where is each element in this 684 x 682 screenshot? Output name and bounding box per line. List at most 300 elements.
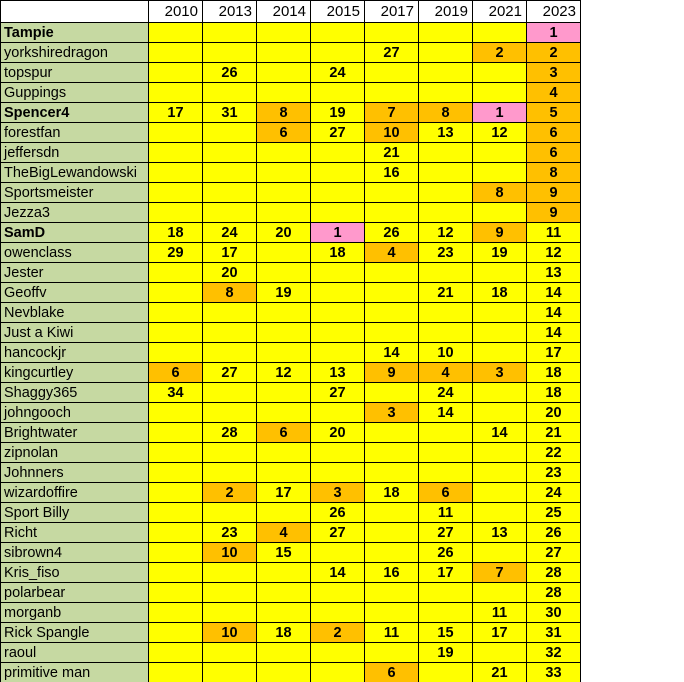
rank-cell-2023[interactable]: 21 [527, 423, 581, 443]
rank-cell-2010[interactable] [149, 63, 203, 83]
rank-cell-2014[interactable] [257, 243, 311, 263]
player-name-cell[interactable]: zipnolan [1, 443, 149, 463]
rank-cell-2021[interactable]: 9 [473, 223, 527, 243]
rank-cell-2021[interactable]: 2 [473, 43, 527, 63]
rank-cell-2014[interactable] [257, 583, 311, 603]
rank-cell-2023[interactable]: 22 [527, 443, 581, 463]
rank-cell-2010[interactable] [149, 583, 203, 603]
rank-cell-2021[interactable] [473, 463, 527, 483]
rank-cell-2021[interactable] [473, 583, 527, 603]
rank-cell-2023[interactable]: 30 [527, 603, 581, 623]
rank-cell-2013[interactable]: 23 [203, 523, 257, 543]
rank-cell-2017[interactable]: 18 [365, 483, 419, 503]
rank-cell-2017[interactable] [365, 543, 419, 563]
rank-cell-2017[interactable]: 26 [365, 223, 419, 243]
rank-cell-2010[interactable]: 34 [149, 383, 203, 403]
rank-cell-2013[interactable] [203, 463, 257, 483]
rank-cell-2017[interactable] [365, 183, 419, 203]
rank-cell-2014[interactable] [257, 263, 311, 283]
rank-cell-2014[interactable]: 8 [257, 103, 311, 123]
rank-cell-2017[interactable] [365, 263, 419, 283]
rank-cell-2013[interactable] [203, 443, 257, 463]
rank-cell-2017[interactable]: 11 [365, 623, 419, 643]
rank-cell-2019[interactable] [419, 583, 473, 603]
player-name-cell[interactable]: Sportsmeister [1, 183, 149, 203]
rank-cell-2014[interactable] [257, 23, 311, 43]
rank-cell-2023[interactable]: 6 [527, 123, 581, 143]
rank-cell-2023[interactable]: 24 [527, 483, 581, 503]
rank-cell-2013[interactable] [203, 203, 257, 223]
rank-cell-2017[interactable]: 14 [365, 343, 419, 363]
rank-cell-2021[interactable] [473, 303, 527, 323]
rank-cell-2021[interactable]: 13 [473, 523, 527, 543]
rank-cell-2010[interactable] [149, 263, 203, 283]
rank-cell-2023[interactable]: 2 [527, 43, 581, 63]
rank-cell-2014[interactable]: 20 [257, 223, 311, 243]
rank-cell-2017[interactable]: 9 [365, 363, 419, 383]
rank-cell-2013[interactable] [203, 603, 257, 623]
rank-cell-2014[interactable] [257, 603, 311, 623]
player-name-cell[interactable]: jeffersdn [1, 143, 149, 163]
rank-cell-2015[interactable] [311, 663, 365, 682]
rank-cell-2015[interactable]: 24 [311, 63, 365, 83]
rank-cell-2010[interactable] [149, 83, 203, 103]
rank-cell-2017[interactable]: 10 [365, 123, 419, 143]
rank-cell-2021[interactable] [473, 383, 527, 403]
rank-cell-2019[interactable] [419, 143, 473, 163]
rank-cell-2017[interactable] [365, 283, 419, 303]
rank-cell-2014[interactable] [257, 323, 311, 343]
rank-cell-2014[interactable] [257, 343, 311, 363]
rank-cell-2017[interactable]: 4 [365, 243, 419, 263]
rank-cell-2017[interactable] [365, 323, 419, 343]
rank-cell-2023[interactable]: 1 [527, 23, 581, 43]
rank-cell-2021[interactable]: 21 [473, 663, 527, 682]
rank-cell-2017[interactable]: 6 [365, 663, 419, 682]
player-name-cell[interactable]: topspur [1, 63, 149, 83]
rank-cell-2010[interactable] [149, 503, 203, 523]
player-name-cell[interactable]: morganb [1, 603, 149, 623]
rank-cell-2014[interactable]: 15 [257, 543, 311, 563]
rank-cell-2015[interactable] [311, 163, 365, 183]
rank-cell-2017[interactable]: 7 [365, 103, 419, 123]
rank-cell-2019[interactable] [419, 163, 473, 183]
rank-cell-2023[interactable]: 3 [527, 63, 581, 83]
rank-cell-2014[interactable]: 12 [257, 363, 311, 383]
year-header-2021[interactable]: 2021 [473, 1, 527, 23]
rank-cell-2017[interactable] [365, 583, 419, 603]
rank-cell-2021[interactable]: 12 [473, 123, 527, 143]
player-name-cell[interactable]: Rick Spangle [1, 623, 149, 643]
rank-cell-2021[interactable] [473, 163, 527, 183]
rank-cell-2014[interactable]: 6 [257, 123, 311, 143]
rank-cell-2021[interactable] [473, 63, 527, 83]
rank-cell-2014[interactable] [257, 383, 311, 403]
rank-cell-2015[interactable] [311, 83, 365, 103]
rank-cell-2010[interactable] [149, 623, 203, 643]
rank-cell-2010[interactable]: 6 [149, 363, 203, 383]
corner-cell[interactable] [1, 1, 149, 23]
rank-cell-2015[interactable] [311, 303, 365, 323]
rank-cell-2017[interactable]: 16 [365, 163, 419, 183]
rank-cell-2013[interactable]: 8 [203, 283, 257, 303]
player-name-cell[interactable]: Jester [1, 263, 149, 283]
rank-cell-2023[interactable]: 18 [527, 363, 581, 383]
rank-cell-2015[interactable] [311, 463, 365, 483]
rank-cell-2019[interactable]: 14 [419, 403, 473, 423]
year-header-2013[interactable]: 2013 [203, 1, 257, 23]
rank-cell-2015[interactable] [311, 403, 365, 423]
rank-cell-2010[interactable]: 17 [149, 103, 203, 123]
player-name-cell[interactable]: Spencer4 [1, 103, 149, 123]
rank-cell-2015[interactable]: 20 [311, 423, 365, 443]
rank-cell-2019[interactable] [419, 443, 473, 463]
rank-cell-2023[interactable]: 32 [527, 643, 581, 663]
rank-cell-2021[interactable] [473, 83, 527, 103]
player-name-cell[interactable]: Kris_fiso [1, 563, 149, 583]
rank-cell-2010[interactable] [149, 663, 203, 682]
player-name-cell[interactable]: Shaggy365 [1, 383, 149, 403]
player-name-cell[interactable]: raoul [1, 643, 149, 663]
rank-cell-2010[interactable] [149, 543, 203, 563]
rank-cell-2023[interactable]: 6 [527, 143, 581, 163]
rank-cell-2021[interactable] [473, 543, 527, 563]
player-name-cell[interactable]: SamD [1, 223, 149, 243]
rank-cell-2014[interactable] [257, 163, 311, 183]
rank-cell-2010[interactable] [149, 323, 203, 343]
rank-cell-2021[interactable]: 19 [473, 243, 527, 263]
rank-cell-2014[interactable] [257, 443, 311, 463]
rank-cell-2015[interactable] [311, 43, 365, 63]
rank-cell-2013[interactable]: 10 [203, 543, 257, 563]
rank-cell-2014[interactable] [257, 503, 311, 523]
rank-cell-2013[interactable] [203, 643, 257, 663]
rank-cell-2015[interactable]: 18 [311, 243, 365, 263]
rank-cell-2015[interactable]: 14 [311, 563, 365, 583]
rank-cell-2023[interactable]: 5 [527, 103, 581, 123]
rank-cell-2019[interactable]: 6 [419, 483, 473, 503]
rank-cell-2015[interactable]: 13 [311, 363, 365, 383]
rank-cell-2010[interactable] [149, 403, 203, 423]
rank-cell-2013[interactable] [203, 383, 257, 403]
rank-cell-2014[interactable]: 6 [257, 423, 311, 443]
rank-cell-2023[interactable]: 12 [527, 243, 581, 263]
rank-cell-2021[interactable]: 8 [473, 183, 527, 203]
rank-cell-2019[interactable]: 13 [419, 123, 473, 143]
rank-cell-2015[interactable] [311, 323, 365, 343]
rank-cell-2019[interactable] [419, 463, 473, 483]
rank-cell-2010[interactable] [149, 603, 203, 623]
rank-cell-2010[interactable] [149, 563, 203, 583]
rank-cell-2014[interactable] [257, 403, 311, 423]
rank-cell-2013[interactable]: 10 [203, 623, 257, 643]
rank-cell-2023[interactable]: 18 [527, 383, 581, 403]
player-name-cell[interactable]: forestfan [1, 123, 149, 143]
rank-cell-2023[interactable]: 9 [527, 183, 581, 203]
rank-cell-2010[interactable] [149, 643, 203, 663]
rank-cell-2023[interactable]: 4 [527, 83, 581, 103]
rank-cell-2019[interactable]: 26 [419, 543, 473, 563]
rank-cell-2019[interactable] [419, 423, 473, 443]
rank-cell-2010[interactable] [149, 183, 203, 203]
rank-cell-2013[interactable]: 28 [203, 423, 257, 443]
rank-cell-2019[interactable]: 24 [419, 383, 473, 403]
rank-cell-2019[interactable]: 23 [419, 243, 473, 263]
rank-cell-2017[interactable] [365, 523, 419, 543]
rank-cell-2023[interactable]: 14 [527, 303, 581, 323]
player-name-cell[interactable]: owenclass [1, 243, 149, 263]
player-name-cell[interactable]: Just a Kiwi [1, 323, 149, 343]
rank-cell-2017[interactable] [365, 443, 419, 463]
rank-cell-2019[interactable]: 15 [419, 623, 473, 643]
rank-cell-2023[interactable]: 33 [527, 663, 581, 682]
player-name-cell[interactable]: Nevblake [1, 303, 149, 323]
rank-cell-2019[interactable] [419, 43, 473, 63]
rank-cell-2013[interactable]: 20 [203, 263, 257, 283]
rank-cell-2015[interactable] [311, 583, 365, 603]
rank-cell-2019[interactable] [419, 183, 473, 203]
rank-cell-2017[interactable]: 21 [365, 143, 419, 163]
player-name-cell[interactable]: Geoffv [1, 283, 149, 303]
year-header-2023[interactable]: 2023 [527, 1, 581, 23]
rank-cell-2014[interactable]: 17 [257, 483, 311, 503]
rank-cell-2013[interactable] [203, 663, 257, 682]
player-name-cell[interactable]: Jezza3 [1, 203, 149, 223]
rank-cell-2015[interactable]: 19 [311, 103, 365, 123]
rank-cell-2013[interactable] [203, 323, 257, 343]
player-name-cell[interactable]: Guppings [1, 83, 149, 103]
rank-cell-2023[interactable]: 27 [527, 543, 581, 563]
rank-cell-2013[interactable]: 27 [203, 363, 257, 383]
rank-cell-2015[interactable]: 27 [311, 383, 365, 403]
rank-cell-2019[interactable]: 19 [419, 643, 473, 663]
rank-cell-2014[interactable] [257, 663, 311, 682]
rank-cell-2023[interactable]: 31 [527, 623, 581, 643]
rank-cell-2015[interactable]: 1 [311, 223, 365, 243]
rank-cell-2013[interactable] [203, 43, 257, 63]
rank-cell-2015[interactable] [311, 23, 365, 43]
rank-cell-2021[interactable]: 1 [473, 103, 527, 123]
rank-cell-2015[interactable] [311, 263, 365, 283]
rank-cell-2015[interactable] [311, 543, 365, 563]
rank-cell-2023[interactable]: 17 [527, 343, 581, 363]
rank-cell-2017[interactable] [365, 603, 419, 623]
rank-cell-2021[interactable]: 11 [473, 603, 527, 623]
rank-cell-2013[interactable]: 17 [203, 243, 257, 263]
rank-cell-2010[interactable] [149, 43, 203, 63]
rank-cell-2013[interactable]: 24 [203, 223, 257, 243]
rank-cell-2017[interactable] [365, 463, 419, 483]
rank-cell-2015[interactable] [311, 443, 365, 463]
rank-cell-2017[interactable]: 3 [365, 403, 419, 423]
player-name-cell[interactable]: johngooch [1, 403, 149, 423]
rank-cell-2021[interactable]: 18 [473, 283, 527, 303]
rank-cell-2017[interactable] [365, 203, 419, 223]
rank-cell-2010[interactable] [149, 123, 203, 143]
year-header-2014[interactable]: 2014 [257, 1, 311, 23]
rank-cell-2010[interactable] [149, 203, 203, 223]
player-name-cell[interactable]: sibrown4 [1, 543, 149, 563]
rank-cell-2019[interactable]: 17 [419, 563, 473, 583]
rank-cell-2013[interactable]: 2 [203, 483, 257, 503]
rank-cell-2013[interactable] [203, 563, 257, 583]
rank-cell-2010[interactable] [149, 283, 203, 303]
rank-cell-2019[interactable]: 8 [419, 103, 473, 123]
player-name-cell[interactable]: primitive man [1, 663, 149, 682]
rank-cell-2013[interactable] [203, 163, 257, 183]
rank-cell-2019[interactable] [419, 663, 473, 682]
rank-cell-2021[interactable] [473, 643, 527, 663]
rank-cell-2010[interactable] [149, 483, 203, 503]
rank-cell-2019[interactable]: 12 [419, 223, 473, 243]
rank-cell-2023[interactable]: 11 [527, 223, 581, 243]
rank-cell-2015[interactable]: 27 [311, 123, 365, 143]
rank-cell-2015[interactable]: 26 [311, 503, 365, 523]
player-name-cell[interactable]: TheBigLewandowski [1, 163, 149, 183]
rank-cell-2017[interactable]: 27 [365, 43, 419, 63]
rank-cell-2015[interactable]: 27 [311, 523, 365, 543]
rank-cell-2013[interactable] [203, 503, 257, 523]
rank-cell-2010[interactable] [149, 463, 203, 483]
rank-cell-2023[interactable]: 26 [527, 523, 581, 543]
rank-cell-2017[interactable] [365, 83, 419, 103]
rank-cell-2019[interactable]: 27 [419, 523, 473, 543]
rank-cell-2021[interactable] [473, 503, 527, 523]
rank-cell-2013[interactable]: 31 [203, 103, 257, 123]
player-name-cell[interactable]: yorkshiredragon [1, 43, 149, 63]
rank-cell-2014[interactable]: 18 [257, 623, 311, 643]
rank-cell-2015[interactable] [311, 143, 365, 163]
rank-cell-2015[interactable] [311, 603, 365, 623]
rank-cell-2014[interactable] [257, 563, 311, 583]
rank-cell-2023[interactable]: 20 [527, 403, 581, 423]
rank-cell-2019[interactable] [419, 83, 473, 103]
rank-cell-2019[interactable]: 4 [419, 363, 473, 383]
rank-cell-2010[interactable] [149, 143, 203, 163]
rank-cell-2010[interactable] [149, 163, 203, 183]
rank-cell-2021[interactable] [473, 323, 527, 343]
rank-cell-2010[interactable] [149, 343, 203, 363]
rank-cell-2015[interactable] [311, 283, 365, 303]
rank-cell-2019[interactable] [419, 203, 473, 223]
rank-cell-2017[interactable] [365, 643, 419, 663]
rank-cell-2014[interactable]: 19 [257, 283, 311, 303]
rank-cell-2021[interactable] [473, 23, 527, 43]
rank-cell-2021[interactable]: 17 [473, 623, 527, 643]
rank-cell-2021[interactable] [473, 403, 527, 423]
rank-cell-2013[interactable] [203, 403, 257, 423]
rank-cell-2019[interactable] [419, 63, 473, 83]
player-name-cell[interactable]: Brightwater [1, 423, 149, 443]
rank-cell-2014[interactable] [257, 303, 311, 323]
rank-cell-2023[interactable]: 28 [527, 583, 581, 603]
rank-cell-2013[interactable] [203, 143, 257, 163]
rank-cell-2015[interactable]: 3 [311, 483, 365, 503]
rank-cell-2017[interactable] [365, 23, 419, 43]
rank-cell-2021[interactable] [473, 443, 527, 463]
rank-cell-2023[interactable]: 14 [527, 323, 581, 343]
rank-cell-2013[interactable]: 26 [203, 63, 257, 83]
rank-cell-2019[interactable]: 21 [419, 283, 473, 303]
rank-cell-2017[interactable]: 16 [365, 563, 419, 583]
rank-cell-2010[interactable]: 18 [149, 223, 203, 243]
player-name-cell[interactable]: Johnners [1, 463, 149, 483]
rank-cell-2023[interactable]: 9 [527, 203, 581, 223]
rank-cell-2017[interactable] [365, 383, 419, 403]
rank-cell-2017[interactable] [365, 503, 419, 523]
player-name-cell[interactable]: polarbear [1, 583, 149, 603]
rank-cell-2014[interactable] [257, 43, 311, 63]
rank-cell-2015[interactable] [311, 203, 365, 223]
year-header-2015[interactable]: 2015 [311, 1, 365, 23]
rank-cell-2013[interactable] [203, 303, 257, 323]
rank-cell-2010[interactable]: 29 [149, 243, 203, 263]
rank-cell-2010[interactable] [149, 523, 203, 543]
rank-cell-2019[interactable] [419, 23, 473, 43]
rank-cell-2023[interactable]: 23 [527, 463, 581, 483]
rank-cell-2014[interactable]: 4 [257, 523, 311, 543]
rank-cell-2014[interactable] [257, 203, 311, 223]
rank-cell-2021[interactable] [473, 483, 527, 503]
rank-cell-2013[interactable] [203, 83, 257, 103]
rank-cell-2017[interactable] [365, 303, 419, 323]
player-name-cell[interactable]: Tampie [1, 23, 149, 43]
rank-cell-2014[interactable] [257, 183, 311, 203]
player-name-cell[interactable]: hancockjr [1, 343, 149, 363]
rank-cell-2014[interactable] [257, 83, 311, 103]
rank-cell-2023[interactable]: 28 [527, 563, 581, 583]
rank-cell-2021[interactable] [473, 203, 527, 223]
rank-cell-2021[interactable] [473, 343, 527, 363]
rank-cell-2015[interactable]: 2 [311, 623, 365, 643]
rank-cell-2014[interactable] [257, 143, 311, 163]
rank-cell-2010[interactable] [149, 423, 203, 443]
year-header-2010[interactable]: 2010 [149, 1, 203, 23]
rank-cell-2017[interactable] [365, 423, 419, 443]
rank-cell-2019[interactable]: 11 [419, 503, 473, 523]
rank-cell-2010[interactable] [149, 443, 203, 463]
rank-cell-2015[interactable] [311, 643, 365, 663]
rank-cell-2023[interactable]: 14 [527, 283, 581, 303]
rank-cell-2019[interactable] [419, 603, 473, 623]
rank-cell-2014[interactable] [257, 643, 311, 663]
rank-cell-2017[interactable] [365, 63, 419, 83]
rank-cell-2019[interactable] [419, 323, 473, 343]
rank-cell-2019[interactable]: 10 [419, 343, 473, 363]
rank-cell-2021[interactable] [473, 263, 527, 283]
rank-cell-2021[interactable]: 7 [473, 563, 527, 583]
rank-cell-2010[interactable] [149, 303, 203, 323]
rank-cell-2023[interactable]: 8 [527, 163, 581, 183]
rank-cell-2014[interactable] [257, 63, 311, 83]
rank-cell-2013[interactable] [203, 23, 257, 43]
rank-cell-2013[interactable] [203, 123, 257, 143]
player-name-cell[interactable]: Sport Billy [1, 503, 149, 523]
rank-cell-2013[interactable] [203, 583, 257, 603]
rank-cell-2023[interactable]: 25 [527, 503, 581, 523]
player-name-cell[interactable]: kingcurtley [1, 363, 149, 383]
year-header-2017[interactable]: 2017 [365, 1, 419, 23]
year-header-2019[interactable]: 2019 [419, 1, 473, 23]
rank-cell-2014[interactable] [257, 463, 311, 483]
rank-cell-2021[interactable] [473, 143, 527, 163]
rank-cell-2023[interactable]: 13 [527, 263, 581, 283]
rank-cell-2013[interactable] [203, 343, 257, 363]
rank-cell-2019[interactable] [419, 263, 473, 283]
rank-cell-2013[interactable] [203, 183, 257, 203]
rank-cell-2019[interactable] [419, 303, 473, 323]
player-name-cell[interactable]: wizardoffire [1, 483, 149, 503]
